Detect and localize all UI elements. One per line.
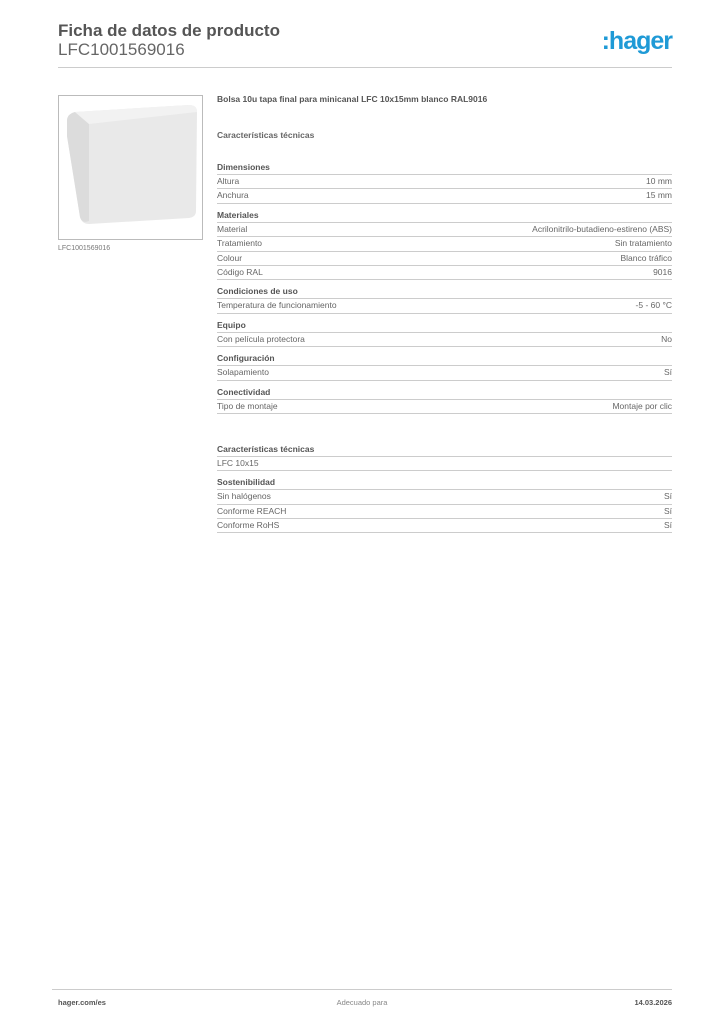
spec-row	[217, 333, 672, 347]
spec-value: 10 mm	[646, 176, 672, 186]
spec-value: Blanco tráfico	[620, 252, 672, 263]
spec-label: Tipo de montaje	[217, 400, 278, 411]
spec-row	[217, 366, 672, 380]
image-caption: LFC1001569016	[58, 245, 111, 252]
spec-row	[217, 400, 672, 414]
spec-section	[217, 381, 672, 414]
section-heading: Dimensiones	[217, 156, 672, 175]
spec-value: Sí	[663, 505, 672, 516]
spec-value: No	[661, 333, 672, 344]
hager-logo: :hager	[601, 27, 672, 55]
spec-value: Acrilonitrilo-butadieno-estireno (ABS)	[532, 223, 672, 234]
spec-value: Montaje por clic	[612, 400, 672, 411]
main-heading: Características técnicas	[217, 130, 315, 140]
spec-row	[217, 266, 672, 280]
spec-label: Conforme RoHS	[217, 520, 280, 531]
spec-row	[217, 237, 672, 251]
section-heading: Configuración	[217, 347, 672, 366]
spec-section	[217, 204, 672, 281]
spec-row	[217, 457, 672, 471]
spec-value: Sí	[663, 367, 672, 378]
spec-label: Colour	[217, 252, 243, 263]
product-image	[58, 95, 203, 240]
spec-label: Con película protectora	[217, 333, 305, 344]
footer-date: 14.03.2026	[634, 998, 672, 1007]
spec-value: Sí	[663, 520, 672, 531]
spec-section	[217, 347, 672, 380]
spec-label: Anchura	[217, 190, 249, 201]
spec-section	[217, 280, 672, 313]
spec-label: Conforme REACH	[217, 505, 287, 516]
footer-divider	[52, 989, 672, 990]
spec-row	[217, 299, 672, 313]
divider	[58, 67, 672, 68]
spec-content	[217, 94, 672, 533]
section-heading: Equipo	[217, 314, 672, 333]
spec-value: Sin tratamiento	[614, 238, 672, 249]
section-heading: Sostenibilidad	[217, 471, 672, 490]
section-heading: Condiciones de uso	[217, 280, 672, 299]
section-heading: Características técnicas	[217, 438, 672, 457]
footer-site: hager.com/es	[58, 998, 106, 1007]
spec-value: 15 mm	[646, 190, 672, 201]
spec-label: Tratamiento	[217, 238, 263, 249]
spec-row	[217, 505, 672, 519]
product-name: Bolsa 10u tapa final para minicanal LFC 10x15mm blanco RAL9016	[217, 94, 488, 104]
spec-row	[217, 519, 672, 533]
spec-section	[217, 314, 672, 347]
spec-section	[217, 156, 672, 204]
spec-row	[217, 490, 672, 504]
spec-section	[217, 438, 672, 471]
spec-label: Temperatura de funcionamiento	[217, 300, 337, 311]
spec-value: 9016	[653, 266, 672, 277]
spec-value: -5 - 60 °C	[635, 300, 672, 311]
page-title: Ficha de datos de producto	[58, 21, 280, 40]
footer-middle: Adecuado para	[336, 998, 388, 1007]
spec-section	[217, 471, 672, 533]
spec-label: LFC 10x15	[217, 457, 259, 468]
spec-label: Sin halógenos	[217, 491, 271, 502]
section-heading: Conectividad	[217, 381, 672, 400]
spec-label: Material	[217, 223, 248, 234]
section-heading: Materiales	[217, 204, 672, 223]
spec-row	[217, 223, 672, 237]
spec-row	[217, 252, 672, 266]
spec-row	[217, 189, 672, 203]
spec-label: Solapamiento	[217, 367, 269, 378]
spec-value: Sí	[663, 491, 672, 502]
product-code: LFC1001569016	[58, 40, 185, 59]
spec-label: Código RAL	[217, 266, 263, 277]
spec-row	[217, 175, 672, 189]
spec-label: Altura	[217, 176, 240, 186]
